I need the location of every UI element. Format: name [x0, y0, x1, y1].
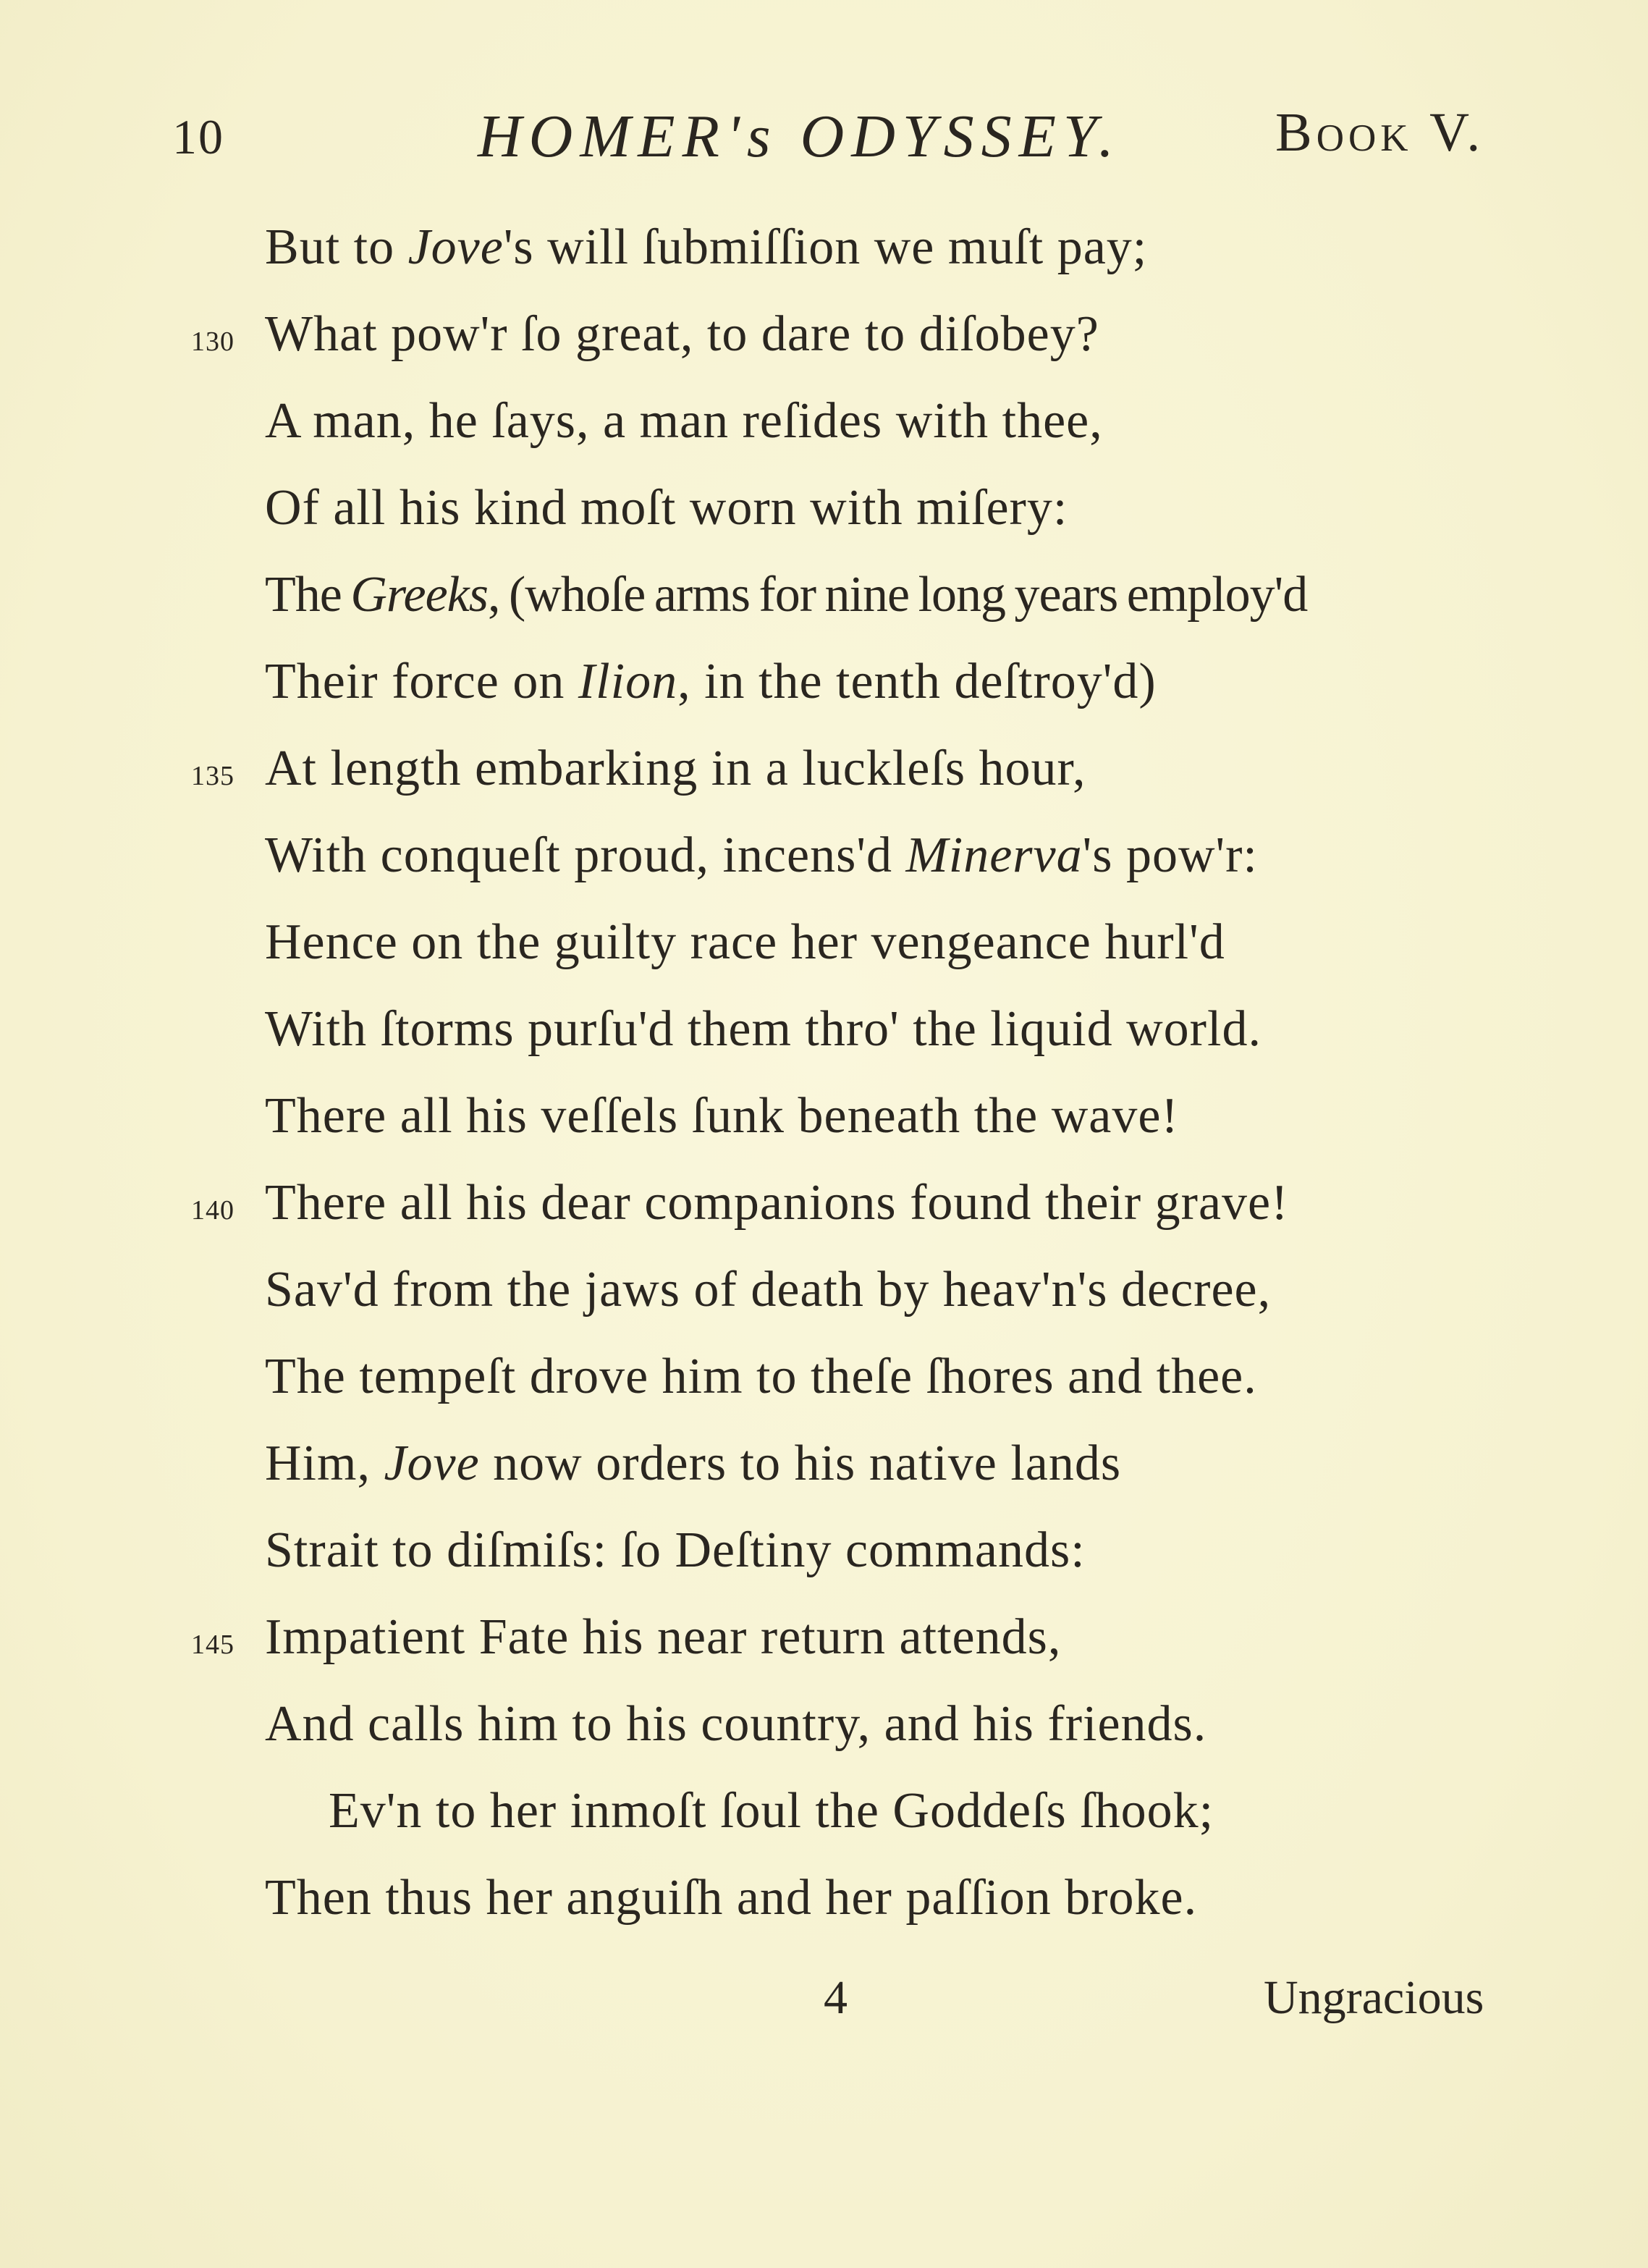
- verse-line: [0, 1687, 1648, 1774]
- italic-name: Minerva: [905, 827, 1083, 883]
- verse-text: [265, 219, 1147, 277]
- verse-segment: And calls him to his country, and his friends.: [265, 1696, 1207, 1752]
- verse-text: [265, 566, 1307, 624]
- verse-line: [0, 1774, 1648, 1860]
- verse-line: [0, 471, 1648, 557]
- verse-text: [265, 1174, 1288, 1232]
- verse-segment: But to: [265, 219, 408, 275]
- verse-segment: Ev'n to her inmoſt ſoul the Goddeſs ſhook;: [329, 1783, 1214, 1839]
- verse-segment: There all his dear companions found their grave!: [265, 1175, 1289, 1231]
- verse-segment: 's will ſubmiſſion we muſt pay;: [503, 219, 1148, 275]
- verse-segment: Him,: [265, 1436, 384, 1491]
- verse-line: [0, 644, 1648, 731]
- verse-text: [265, 914, 1225, 971]
- verse-text: [265, 1609, 1061, 1666]
- page-header: [0, 101, 1648, 181]
- verse-line: [0, 384, 1648, 471]
- italic-name: Greeks: [350, 567, 488, 623]
- verse-segment: A man, he ſays, a man reſides with thee,: [265, 393, 1103, 449]
- verse-segment: Their force on: [265, 654, 578, 709]
- verse-text: [329, 1782, 1214, 1840]
- verse-line: [0, 1252, 1648, 1339]
- line-number: 130: [191, 326, 234, 357]
- verse-segment: At length embarking in a luckleſs hour,: [265, 741, 1086, 796]
- catchword: Ungracious: [1264, 1971, 1484, 2024]
- verse-text: [265, 1522, 1086, 1580]
- verse-line: [0, 1426, 1648, 1513]
- line-number: 145: [191, 1630, 234, 1660]
- verse-line: [0, 992, 1648, 1079]
- verse-line: [0, 210, 1648, 297]
- verse-segment: What pow'r ſo great, to dare to diſobey?: [265, 306, 1099, 362]
- verse-segment: now orders to his native lands: [479, 1436, 1122, 1491]
- verse-text: [265, 1348, 1257, 1406]
- verse-line: [0, 297, 1648, 384]
- verse-text: [265, 827, 1258, 885]
- verse-segment: , (whoſe arms for nine long years employ'd: [487, 567, 1308, 623]
- verse-line: [0, 1600, 1648, 1687]
- verse-text: [265, 653, 1157, 711]
- verse-segment: The tempeſt drove him to theſe ſhores and thee.: [265, 1349, 1257, 1404]
- verse-line: [0, 731, 1648, 818]
- verse-text: [265, 1435, 1121, 1493]
- verse-segment: Sav'd from the jaws of death by heav'n's decree,: [265, 1262, 1272, 1318]
- verse-segment: Then thus her anguiſh and her paſſion broke.: [265, 1870, 1198, 1926]
- verse-line: [0, 818, 1648, 905]
- verse-line: [0, 1165, 1648, 1252]
- verse-text: [265, 1000, 1262, 1058]
- verse-text: [265, 740, 1086, 798]
- verse-line: [0, 1860, 1648, 1947]
- italic-name: Jove: [384, 1436, 480, 1491]
- verse-segment: Of all his kind moſt worn with miſery:: [265, 480, 1068, 536]
- verse-segment: Strait to diſmiſs: ſo Deſtiny commands:: [265, 1522, 1086, 1578]
- verse-line: [0, 1079, 1648, 1165]
- verse-text: [265, 1261, 1271, 1319]
- verse-text: [265, 305, 1099, 363]
- line-number: 135: [191, 761, 234, 791]
- verse-text: [265, 1695, 1207, 1753]
- verse-segment: Hence on the guilty race her vengeance hurl'd: [265, 914, 1225, 970]
- verse-line: [0, 557, 1648, 644]
- page-number: 10: [172, 109, 224, 164]
- verse-line: [0, 905, 1648, 992]
- verse-segment: With conqueſt proud, incens'd: [265, 827, 906, 883]
- verse-text: [265, 1869, 1197, 1927]
- verse-text: [265, 392, 1103, 450]
- verse-line: [0, 1513, 1648, 1600]
- verse-segment: The: [265, 567, 351, 623]
- verse-line: [0, 1339, 1648, 1426]
- line-number: 140: [191, 1195, 234, 1226]
- verse-segment: Impatient Fate his near return attends,: [265, 1609, 1062, 1665]
- page-footer: [0, 1970, 1648, 2043]
- verse-segment: There all his veſſels ſunk beneath the wave!: [265, 1088, 1179, 1144]
- verse-segment: With ſtorms purſu'd them thro' the liquid world.: [265, 1001, 1262, 1057]
- book-label: Book V.: [1275, 102, 1485, 163]
- verse-segment: , in the tenth deſtroy'd): [677, 654, 1157, 709]
- italic-name: Ilion: [578, 654, 678, 709]
- italic-name: Jove: [407, 219, 504, 275]
- verse-text: [265, 479, 1068, 537]
- verse-block: [0, 210, 1648, 1947]
- signature-mark: 4: [824, 1971, 848, 2024]
- verse-segment: 's pow'r:: [1082, 827, 1258, 883]
- running-title: HOMER's ODYSSEY.: [478, 103, 1121, 170]
- verse-text: [265, 1087, 1179, 1145]
